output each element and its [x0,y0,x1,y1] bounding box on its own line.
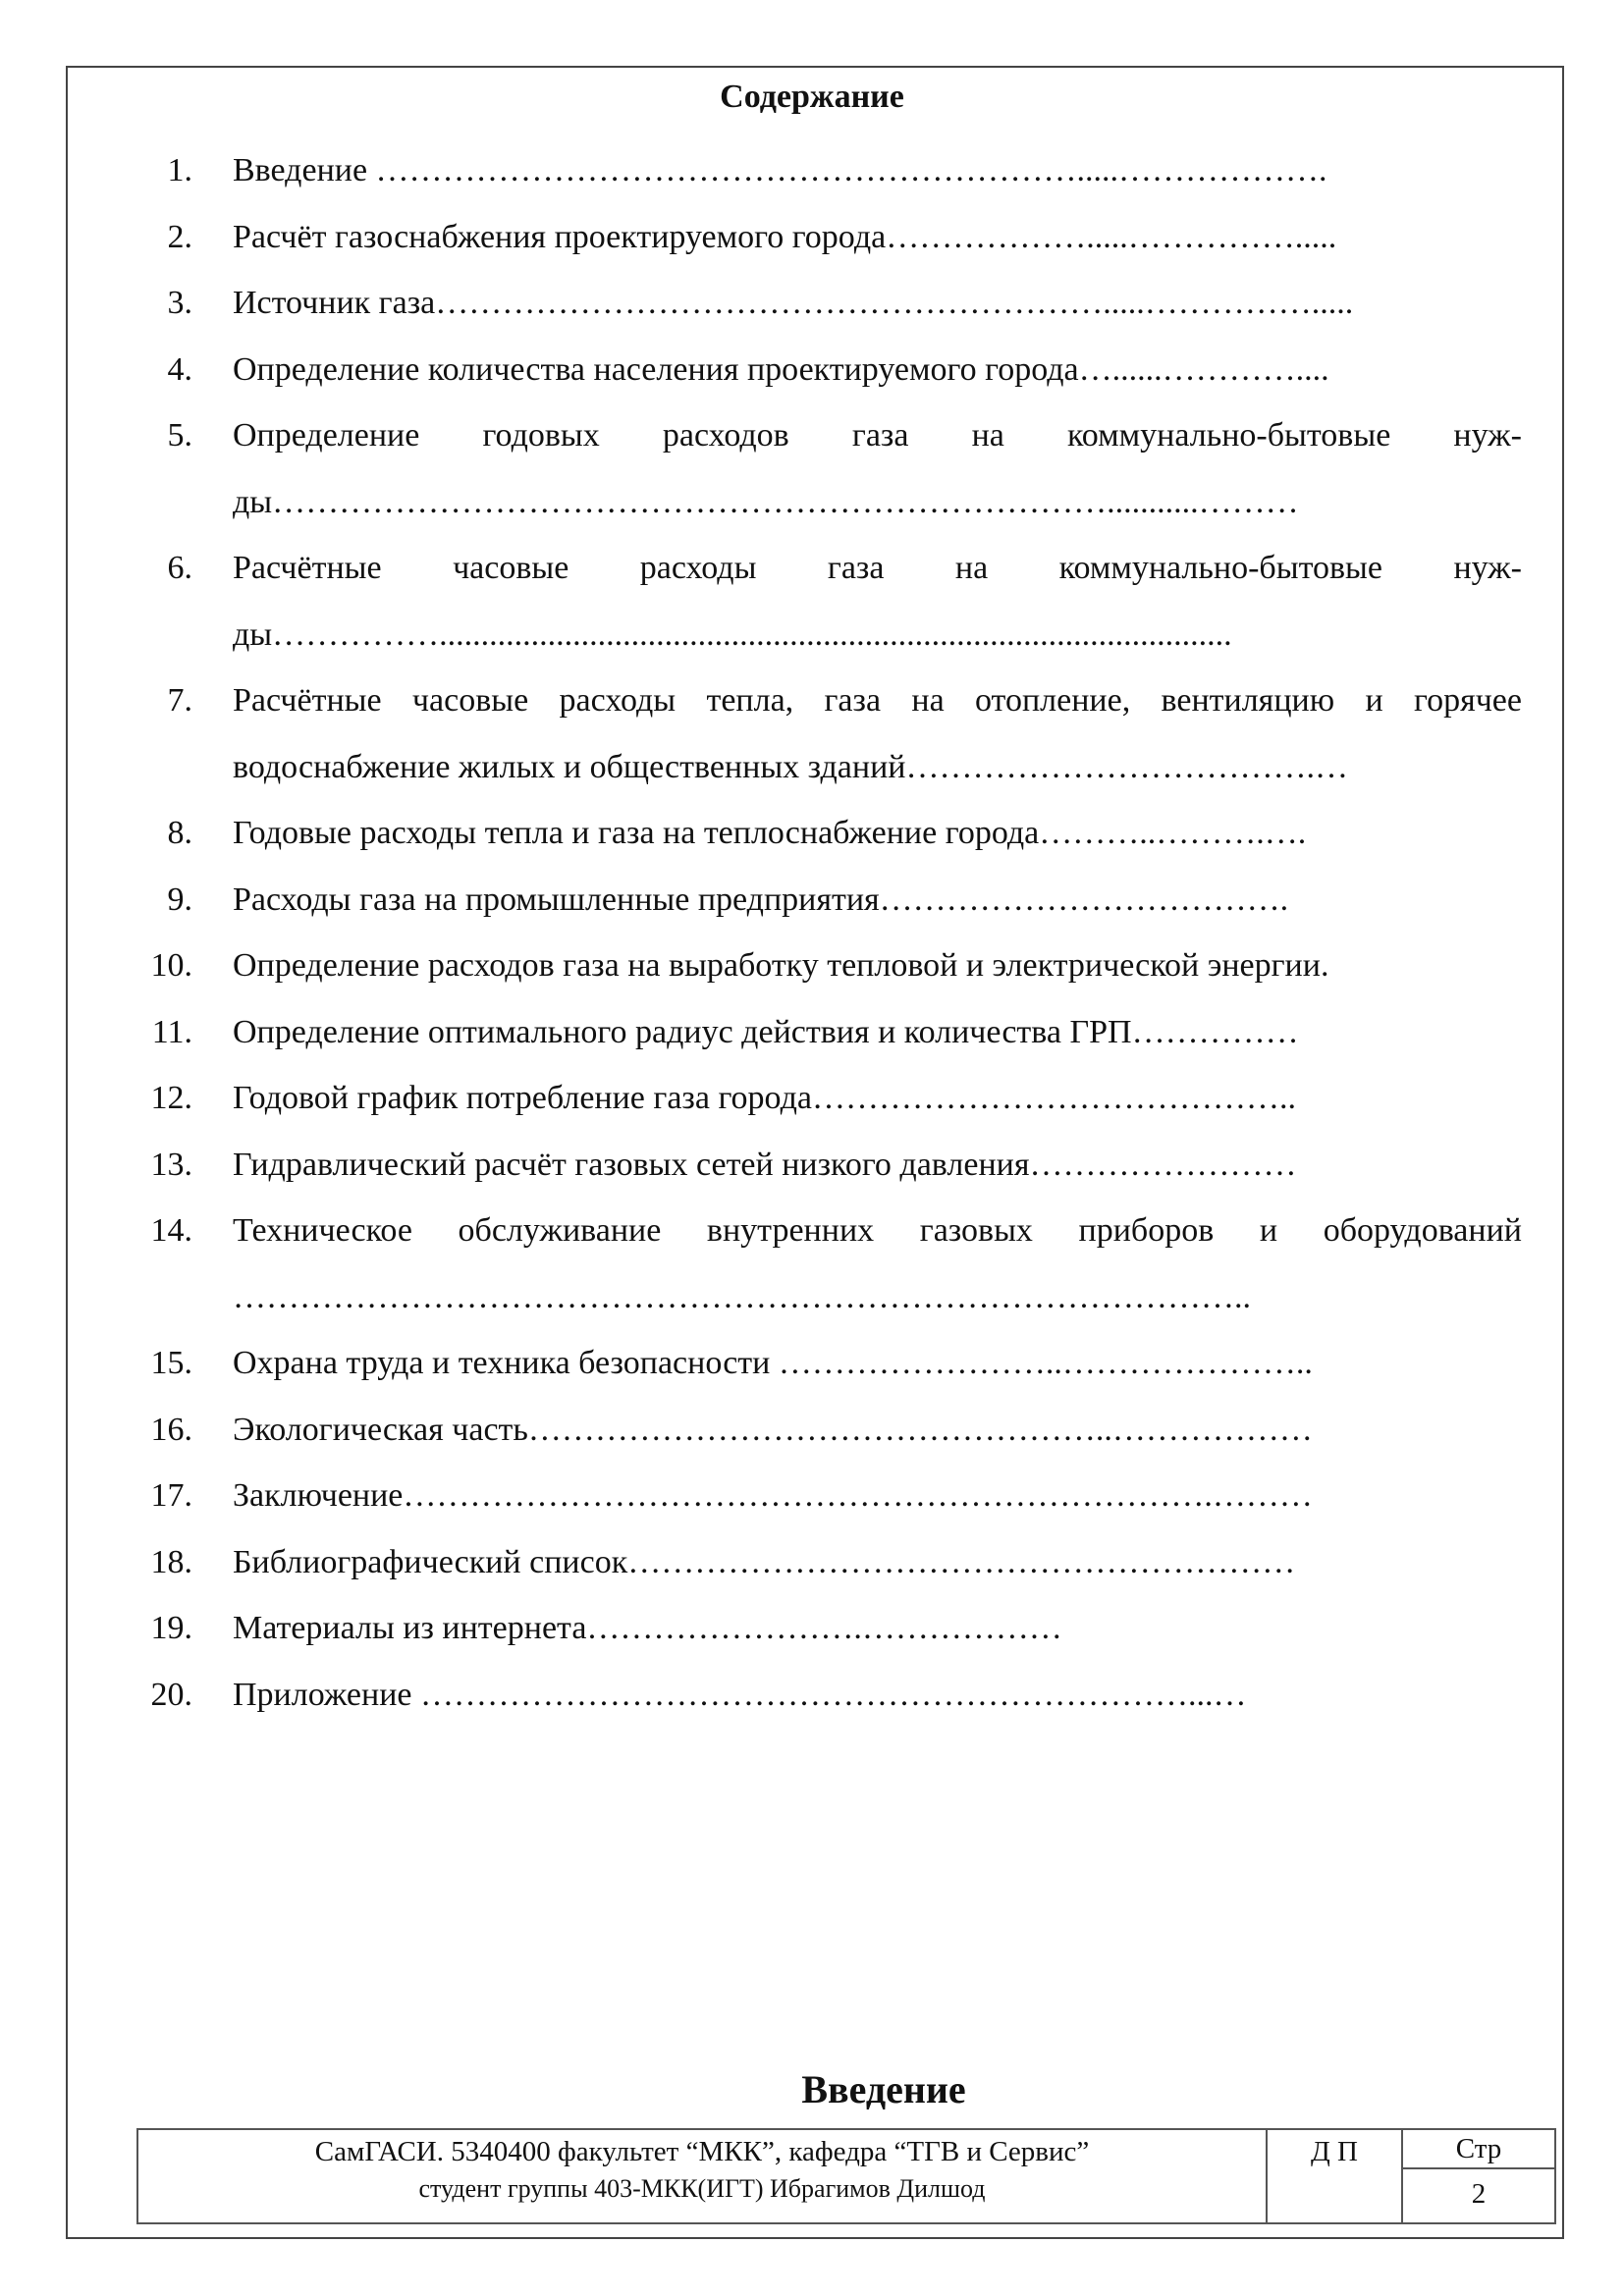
toc-item [147,337,1522,403]
toc-item-number: 6. [167,550,192,586]
toc-item-number: 1. [167,152,192,188]
toc-item-text: Техническое обслуживание внутренних газовых приборов и оборудований [233,1212,1522,1249]
toc-item-number: 15. [150,1345,192,1381]
toc-item [147,1662,1522,1729]
toc-item-number: 9. [167,881,192,918]
toc-item [147,602,1522,668]
toc-item-number: 13. [150,1146,192,1183]
toc-item [147,270,1522,337]
toc-item-text: ды……………............................................................................................... [233,615,1232,653]
toc-item-number: 5. [167,417,192,454]
stamp-page-number: 2 [1471,2178,1487,2210]
toc-item-text: Библиографический список…………………………………………………… [233,1543,1296,1580]
toc-item [147,1198,1522,1264]
stamp-student-line: студент группы 403-МКК(ИГТ) Ибрагимов Дилшод [418,2174,986,2203]
toc-item [147,999,1522,1066]
toc-item-number: 11. [151,1013,192,1050]
stamp-doc-code-cell [1268,2130,1403,2222]
toc-item-text: Расчётные часовые расходы газа на коммунально-бытовые нуж- [233,550,1522,586]
toc-item-number: 7. [167,682,192,719]
toc-item-text: ды…………………………………………………………………...........……… [233,483,1299,520]
toc-item [147,535,1522,602]
toc-item-text: Заключение……………………………………………………………….……… [233,1477,1313,1514]
toc-item [147,1065,1522,1132]
toc-item-text: Экологическая часть……………………………………………..……………… [233,1411,1313,1448]
toc-item-number: 2. [167,218,192,255]
stamp-info-cell [138,2130,1268,2222]
stamp-doc-code: Д П [1311,2136,1358,2167]
toc-item-text: Материалы из интернета…………………….……………… [233,1610,1062,1646]
stamp-page-label: Стр [1403,2130,1554,2169]
toc-item-text: Приложение ……………………………………………………………...… [233,1676,1247,1713]
introduction-heading: Введение [801,2067,966,2111]
stamp-page-cell [1403,2130,1554,2222]
toc-item [147,1595,1522,1662]
toc-item [147,137,1522,204]
toc-item [147,800,1522,867]
toc-item-text: Расходы газа на промышленные предприятия………………………………. [233,881,1289,918]
toc-item [147,667,1522,734]
toc-item-number: 16. [150,1411,192,1448]
toc-item-text: Определение оптимального радиус действия и количества ГРП…………… [233,1013,1299,1050]
toc-title: Содержание [720,79,904,115]
toc-item [147,469,1522,536]
toc-item [147,1132,1522,1199]
toc-item-number: 17. [150,1477,192,1514]
toc-item [147,1330,1522,1397]
toc-item [147,1397,1522,1464]
toc-item [147,402,1522,469]
toc-item-number: 14. [150,1212,192,1249]
toc-item [147,734,1522,801]
toc-item-text: Расчёт газоснабжения проектируемого города……………….....……………..... [233,218,1337,255]
toc-item-text: Гидравлический расчёт газовых сетей низкого давления…………………… [233,1146,1297,1183]
toc-item-text: Введение ……………………………………………………….....………………. [233,152,1327,188]
toc-item [147,933,1522,999]
toc-item-number: 8. [167,815,192,851]
toc-item [147,1463,1522,1529]
toc-item-number: 19. [150,1610,192,1646]
toc-item-text: Определение количества населения проектируемого города…......………….... [233,350,1329,388]
toc-item-text: Расчётные часовые расходы тепла, газа на отопление, вентиляцию и горячее [233,682,1522,719]
table-of-contents [147,137,1522,1728]
stamp-institution-line: СамГАСИ. 5340400 факультет “МКК”, кафедра “ТГВ и Сервис” [314,2136,1090,2167]
toc-item-number: 18. [150,1543,192,1580]
toc-item [147,204,1522,271]
toc-item-number: 10. [150,947,192,984]
toc-item-text: ……………………………………………………………………………….. [233,1278,1251,1315]
toc-item-text: Годовой график потребление газа города…………………………………….. [233,1080,1296,1116]
toc-item-number: 3. [167,285,192,321]
toc-item-text: Определение расходов газа на выработку тепловой и электрической энергии. [233,947,1329,984]
toc-item-number: 20. [150,1676,192,1713]
title-block-stamp [136,2128,1556,2224]
toc-item [147,1264,1522,1331]
toc-item-text: Источник газа…………………………………………………….....……………..... [233,285,1354,321]
toc-item-number: 12. [150,1080,192,1116]
toc-item-text: Годовые расходы тепла и газа на теплоснабжение города………..……….…. [233,815,1307,851]
toc-item [147,1529,1522,1596]
toc-item-number: 4. [167,350,192,388]
toc-item-text: водоснабжение жилых и общественных зданий……………………………….… [233,748,1348,785]
toc-item [147,867,1522,934]
toc-item-text: Определение годовых расходов газа на коммунально-бытовые нуж- [233,417,1522,454]
toc-item-text: Охрана труда и техника безопасности ……………………..………………….. [233,1345,1313,1381]
